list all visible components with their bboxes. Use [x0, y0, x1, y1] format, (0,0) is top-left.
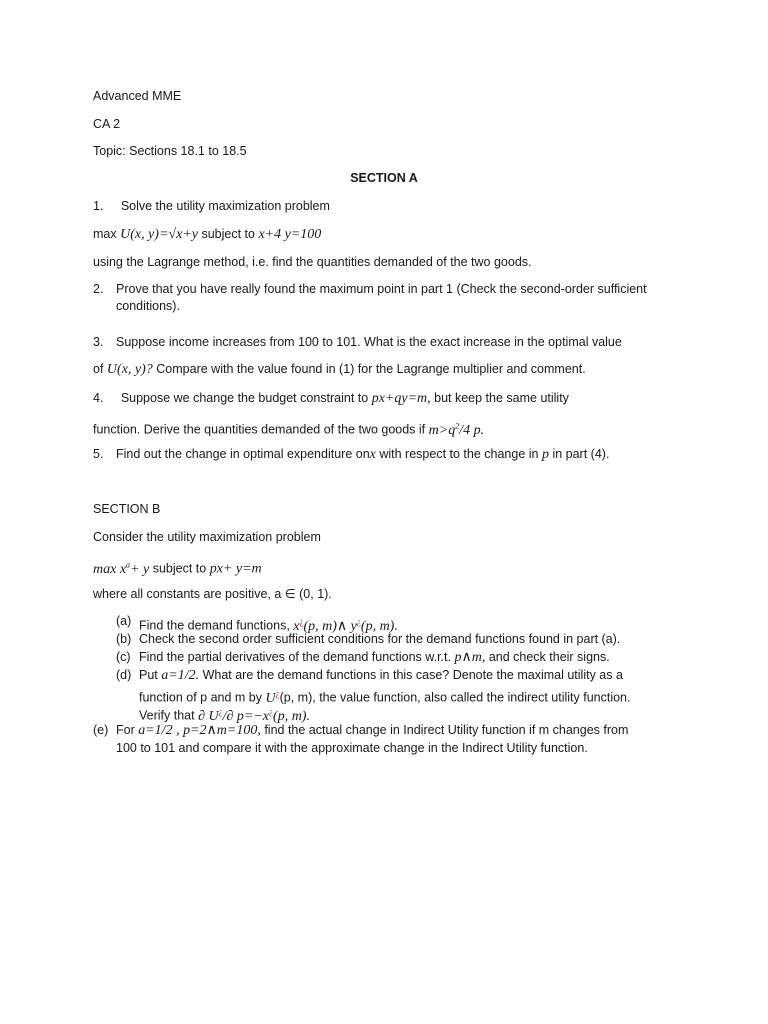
question-3-line-2: of U(x, y)? Compare with the value found in (1) for the Lagrange multiplier and comment. — [93, 362, 586, 377]
part-e-label: (e) — [93, 723, 109, 737]
part-a-text: Find the demand functions, x¿(p, m)∧ y¿(p, m). — [139, 616, 398, 634]
question-1: 1. Solve the utility maximization problem — [93, 199, 330, 213]
part-d-line-3: Verify that ∂ U¿/∂ p=−x¿(p, m). — [139, 706, 310, 724]
question-4-condition: $m>q^2/4$ p. — [428, 421, 485, 438]
part-c-text: Find the partial derivatives of the demand functions w.r.t. p∧m, and check their signs. — [139, 650, 610, 665]
part-c-label: (c) — [116, 650, 131, 664]
topic-line: Topic: Sections 18.1 to 18.5 — [93, 144, 247, 158]
section-b-heading: SECTION B — [93, 502, 161, 516]
section-b-formula: $\max x^a+ y$ subject to px+ y=m — [93, 560, 262, 577]
part-e-line-2: 100 to 101 and compare it with the approximate change in the Indirect Utility function. — [116, 741, 588, 755]
course-title: Advanced MME — [93, 89, 182, 103]
question-1-method: using the Lagrange method, i.e. find the quantities demanded of the two goods. — [93, 255, 532, 269]
section-a-heading: SECTION A — [350, 171, 418, 185]
question-5-text: Find out the change in optimal expenditure onx with respect to the change in p in part (4). — [116, 447, 610, 462]
question-4-line-2: function. Derive the quantities demanded of the two goods if $m>q^2/4$ p. — [93, 421, 485, 438]
question-2-line-1: Prove that you have really found the maximum point in part 1 (Check the second-order sufficient — [116, 282, 647, 296]
section-b-constants: where all constants are positive, a ∈ (0, 1). — [93, 587, 332, 601]
question-2-line-2: conditions). — [116, 299, 180, 313]
part-b-label: (b) — [116, 632, 132, 646]
part-d-line-1: Put a=1/2. What are the demand functions in this case? Denote the maximal utility as a — [139, 668, 623, 683]
question-4-line-1: 4. Suppose we change the budget constraint to px+qy=m, but keep the same utility — [93, 391, 569, 406]
question-5-number: 5. — [93, 447, 104, 461]
question-3-line-1: Suppose income increases from 100 to 101. What is the exact increase in the optimal value — [116, 335, 622, 349]
part-a-label: (a) — [116, 614, 132, 628]
part-b-text: Check the second order sufficient conditions for the demand functions found in part (a). — [139, 632, 621, 646]
question-1-formula: max U(x, y)=√x+y subject to x+4 y=100 — [93, 227, 322, 242]
part-e-line-1: For a=1/2 , p=2∧m=100, find the actual change in Indirect Utility function if m changes from — [116, 723, 629, 738]
question-3-number: 3. — [93, 335, 104, 349]
section-b-intro: Consider the utility maximization problem — [93, 530, 321, 544]
part-d-line-2: function of p and m by U¿(p, m), the value function, also called the indirect utility function. — [139, 688, 631, 706]
question-2-number: 2. — [93, 282, 104, 296]
assignment-label: CA 2 — [93, 117, 121, 131]
part-d-label: (d) — [116, 668, 132, 682]
